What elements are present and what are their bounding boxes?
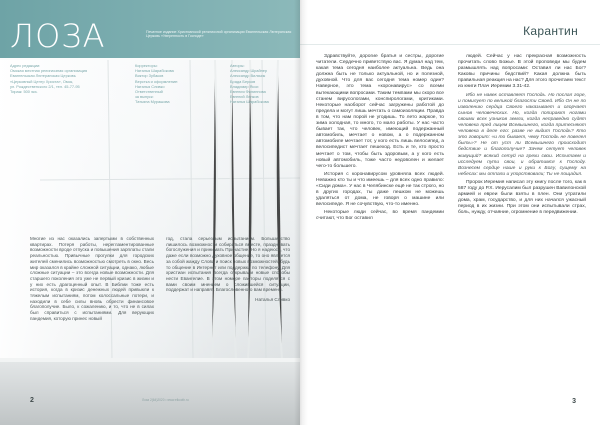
editorial-signature: Наталья Сливко <box>255 297 290 303</box>
page-number-left: 2 <box>30 397 34 404</box>
scripture-quote: Ибо не навек оставляет Господь. Но послал горе, и помилует по великой благости Своей. Ибо Он не по изволению сердца Своего наказывает и огорчает сынов человеческих. Но, когда попирают ногами своими всех узников земли, когда неправедно судят человека пред лицем Всевышнего, когда притесняют человека в деле его: разве не видит Господь? Кто это говорит: «и то бывает, чему Господь не повелел быть»? Не от уст ли Всевышнего происходит бедствие и благополучие? Зачем сетует человек живущий? всякий сетуй на грехи свои. Испытаем и исследуем пути свои, и обратимся к Господу. Вознесем сердце наше и руки к Богу, сущему на небесах: мы отпали и упорствовали; Ты не пощадил. <box>458 92 586 177</box>
left-footer <box>30 397 280 407</box>
editorial <box>30 236 290 322</box>
article-column-1: Здравствуйте, дорогие братья и сестры, дорогие читатели. Сердечно приветствую вас. Я думал над тем, какая тема сегодня наиболее актуальна. Ведь она должна быть не только актуальной, но и полезной, духовной. Что для вас сегодня тема номер один? Наверное, это тема «коронавирус» со всеми вытекающими вопросами. Таким темпами мы скоро все станем вирусологами, конспирологами, критиками. Некоторые наоборот сейчас загружены работой до предела и могут лишь мечтать о самоизоляции. Правда в том, что нам порой не угодишь. То лето жаркое, то зима холодная, то много, то мало работы. У нас часто бывает так, что человек, имеющий подержанный автомобиль, мечтает о новом, а о подержанном автомобиле мечтает тот, у кого есть лишь велосипед, а велосипедист мечтает пешеход. Есть и те, кто просто мечтает о том, чтобы быть здоровым, а у кого есть новый автомобиль, тоже часто недоволен и желает чего-то большего. История с коронавирусом уровняла всех людей. Неважно кто ты и что имеешь – для всех одно правило: «Сиди дома». У нас в Челябинске ещё не так строго, но в других городах, ты даже пешком не можешь удаляться от дома, не говоря о машине или велосипеде. Я не сочувствую, что-то именно. Некоторые люди сейчас, во время пандемии считают, что Бог оставил <box>316 54 444 222</box>
article-column-2: людей. Сейчас у нас прекрасная возможность прочитать слово Божье. В этой проповеди мы будем размышлять над вопросами: Оставил ли нас Бог? Каковы причины бедствий? Какая должна быть правильная реакция на нас? Для этого прочитаем текст из книги Плач Иеремии 3.31-42. Ибо не навек оставляет Господь. Но послал горе, и помилует по великой благости Своей. Ибо Он не по изволению сердца Своего наказывает и огорчает сынов человеческих. Но, когда попирают ногами своими всех узников земли, когда неправедно судят человека пред лицем Всевышнего, когда притесняют человека в деле его: разве не видит Господь? Кто это говорит: «и то бывает, чему Господь не повелел быть»? Не от уст ли Всевышнего происходит бедствие и благополучие? Зачем сетует человек живущий? всякий сетуй на грехи свои. Испытаем и исследуем пути свои, и обратимся к Господу. Вознесем сердце наше и руки к Богу, сущему на небесах: мы отпали и упорствовали; Ты не пощадил. Пророк Иеремия написал эту книгу после того, как в 587 году до Р.Х. Иерусалим был разрушен Вавилонской армией и евреи были взяты в плен. Они утратили дома, храм, государство, и для них начался ужасный период в их жизни. При этом они испытывали страх, боль, нужду, отчаяние, огромнение в передвижении. <box>458 54 586 216</box>
imprint-authors: Авторы: Александр Шрайнер Александр Вильчик Брада Берков Владимир Ясси Евгения Филиппова Евгений Ленков Наталья Шарабокова <box>230 63 269 105</box>
footer-issue-info: Лоза 2(64)2020 • www.elkocth.ru <box>142 398 189 402</box>
editorial-column-2: год, стала серьезным испытанием. Большинство лишилось возможности собираться вместе, праздновать богослужения и принимать Причастие. Но я надеюсь, что даже если возможно духовное общение, то оно является за собой жажду Слова и поиск новых возможностей, будь то общение в Интернет или поддержка по телефону. Для христиан испытания всегда открывали новые способы нести Евангелие. В этом номере пасторы поделятся с вами своим мнением о сложившейся ситуации, поддержат и направят. Благословенного вам времени. Наталья Сливко <box>166 236 290 303</box>
masthead-subtitle: Печатное издание Христианской религиозной организации Евангельская Лютеранская Церковь «Уверенность в Господе» <box>146 30 292 39</box>
editorial-column-1: Многие из нас оказались запертыми в собственных квартирах. Потеря работы, нерегламентированные возможности вроде отпуска и повышения зарплаты стали реальностью. Привычные прогулки для городских жителей сменились возможностью смотреть в окно. Весь мир оказался в крайне сложной ситуации, однако, любые сложные ситуации – это всегда новые возможности. Для старшего поколения это уже не первый кризис в жизни и у них есть драгоценный опыт. В Библии тоже есть история, когда в кризис денежных людей привыкли к тяжелым испытаниям, потом колоссальные потери, и находили в себе силы вновь обрести финансовое благополучие. Было, к сожалению, и то, что не в силах был справиться с испытаниями. Для верующих пандемия, которую принес новый <box>30 236 154 321</box>
imprint-address: Адрес редакции: Омская местная религиозная организация Евангельская Лютеранская Церковь «Церковный Центр Христа», Омск, ул. Рождественского 2/1, тел. 45-77-95 Тираж: 500 экз. <box>10 63 88 95</box>
spine-shadow <box>294 0 308 425</box>
imprint-editors: Корректоры: Наталья Шарабокова Виктор Зубаков Верстка и оформление: Наталья Сливко Ответственный за выпуск: Татьяна Мурашова <box>135 63 179 105</box>
page-number-right: 3 <box>572 398 576 405</box>
right-page <box>300 0 600 425</box>
article-body <box>316 54 586 225</box>
section-title: Карантин <box>523 24 578 38</box>
title-divider <box>300 44 600 45</box>
logo: ЛОЗА <box>10 17 106 55</box>
masthead <box>0 0 300 58</box>
